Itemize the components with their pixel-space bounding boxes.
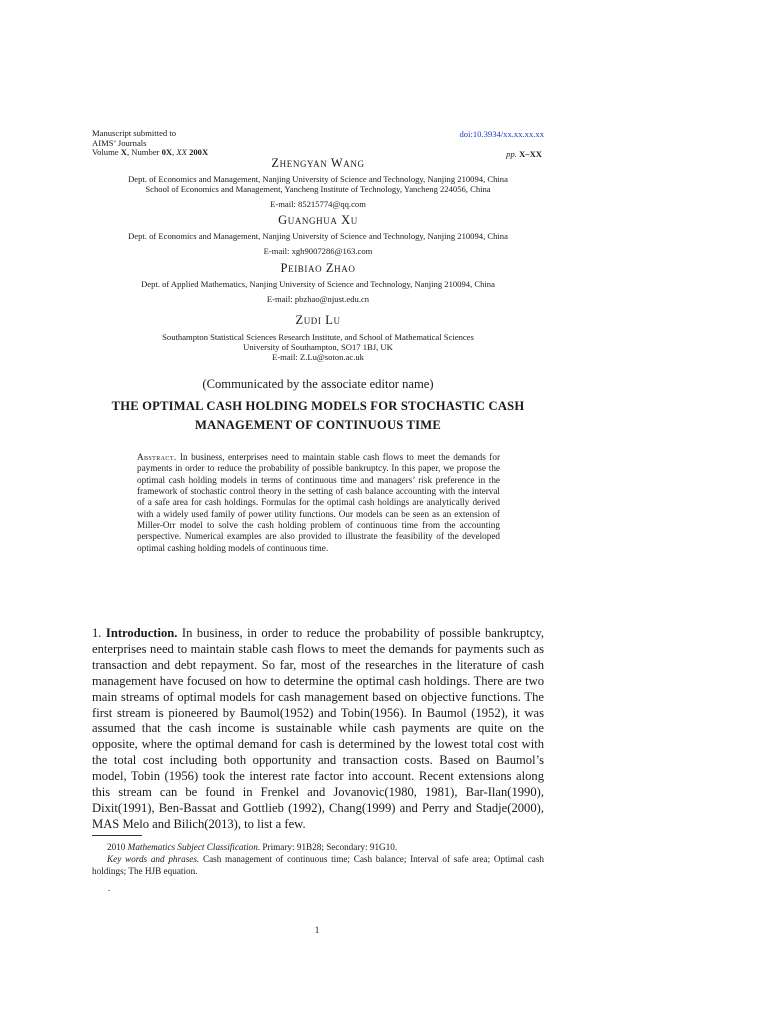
journal-line: AIMS’ Journals — [92, 137, 147, 148]
author-email: E-mail: Z.Lu@soton.ac.uk — [272, 352, 364, 362]
year-value: 200X — [189, 147, 209, 158]
msc-label: Mathematics Subject Classification. — [127, 842, 261, 852]
page-number: 1 — [314, 925, 320, 935]
author-block — [92, 261, 544, 304]
msc-footnote — [92, 841, 544, 853]
msc-year: 2010 — [107, 842, 126, 852]
pp-prefix: pp. — [506, 149, 517, 159]
introduction-section — [92, 626, 544, 833]
author-affiliation: Southampton Statistical Sciences Research Institute, and School of Mathematical Sciences — [162, 332, 474, 342]
author-email: E-mail: pbzhao@njust.edu.cn — [266, 294, 370, 304]
number-value: 0X — [161, 147, 173, 158]
section-number: 1. — [92, 626, 102, 640]
keywords-footnote — [92, 853, 544, 877]
footnote-dot: . — [108, 883, 111, 893]
volume-line: Volume X, Number 0X, XX 200X — [92, 147, 209, 158]
number-prefix: , Number — [126, 147, 160, 158]
author-affiliation: Dept. of Applied Mathematics, Nanjing University of Science and Technology, Nanjing 210094, China — [141, 279, 495, 289]
author-email: E-mail: 85215774@qq.com — [270, 199, 366, 209]
author-name: Zhengyan Wang — [271, 156, 365, 170]
communicated-line: (Communicated by the associate editor name) — [202, 377, 434, 391]
abstract-text: In business, enterprises need to maintain stable cash flows to meet the demands for payments in order to reduce the probability of possible bankruptcy. In this paper, we propose the optimal cash holding models in terms of continuous time and managers’ risk preference in the framework of stochastic control theory in the setting of cash balance accounting with the interval of a safe area for cash holdings. Formulas for the optimal cash holdings are analytically derived with a widely used family of power utility functions. Our models can be seen as an extension of Miller-Orr model to solve the cash holding problem of continuous time from the accounting perspective. Numerical examples are also provided to illustrate the feasibility of the developed optimal cashing holding models of continuous time. — [137, 452, 501, 553]
author-affiliation: Dept. of Economics and Management, Nanjing University of Science and Technology, Nanjing 210094, China — [128, 231, 508, 241]
paper-title — [92, 397, 544, 435]
author-name: Peibiao Zhao — [280, 261, 356, 275]
author-affiliation: Dept. of Economics and Management, Nanjing University of Science and Technology, Nanjing 210094, China — [128, 174, 508, 184]
section-heading: Introduction. — [105, 626, 178, 640]
title-line: THE OPTIMAL CASH HOLDING MODELS FOR STOCHASTIC CASH — [111, 399, 525, 413]
manuscript-line: Manuscript submitted to — [92, 128, 177, 138]
abstract-label: Abstract. — [137, 452, 177, 462]
author-name: Guanghua Xu — [278, 213, 358, 227]
footnote-rule — [92, 835, 142, 836]
author-affiliation: University of Southampton, SO17 1BJ, UK — [243, 342, 393, 352]
volume-prefix: Volume — [92, 147, 119, 158]
author-email: E-mail: xgh9007286@163.com — [263, 246, 373, 256]
doi-link[interactable]: doi:10.3934/xx.xx.xx.xx — [459, 129, 544, 139]
section-text: In business, in order to reduce the probability of possible bankruptcy, enterprises need to maintain stable cash flows to meet the demands for payments such as transaction and debt repayment. So far, most of the researches in the literature of cash management have focused on how to determine the optimal cash holdings. There are two main streams of optimal models for cash management based on objective functions. The first stream is pioneered by Baumol(1952) and Tobin(1956). In Baumol (1952), it was assumed that the cash income is sustainable while cash payments are quite on the opposite, where the optimal demand for cash is determined by the lowest total cost with the total cost including both opportunity and transaction costs. Based on Baumol’s model, Tobin (1956) took the interest rate factor into account. Recent extensions along this stream can be found in Frenkel and Jovanovic(1980, 1981), Bar-Ilan(1990), Dixit(1991), Ben-Bassat and Gottlieb (1992), Chang(1999) and Perry and Stadje(2000), MAS Melo and Bilich(2013), to list a few. — [92, 626, 544, 831]
msc-text: Primary: 91B28; Secondary: 91G10. — [262, 842, 398, 852]
author-block — [92, 313, 544, 362]
author-block — [92, 213, 544, 256]
author-affiliation: School of Economics and Management, Yancheng Institute of Technology, Yancheng 224056, China — [145, 184, 491, 194]
issue-xx: XX — [176, 147, 187, 158]
author-name: Zudi Lu — [295, 313, 341, 327]
keywords-text: Cash management of continuous time; Cash balance; Interval of safe area; Optimal cash holdings; The HJB equation. — [92, 854, 544, 877]
footnotes — [92, 841, 544, 878]
volume-value: X — [120, 147, 127, 158]
abstract — [137, 452, 500, 554]
author-block — [92, 156, 544, 209]
title-line: MANAGEMENT OF CONTINUOUS TIME — [195, 418, 441, 432]
manuscript-header — [92, 129, 208, 158]
keywords-label: Key words and phrases. — [107, 854, 200, 865]
pp-value: X–XX — [519, 149, 542, 159]
